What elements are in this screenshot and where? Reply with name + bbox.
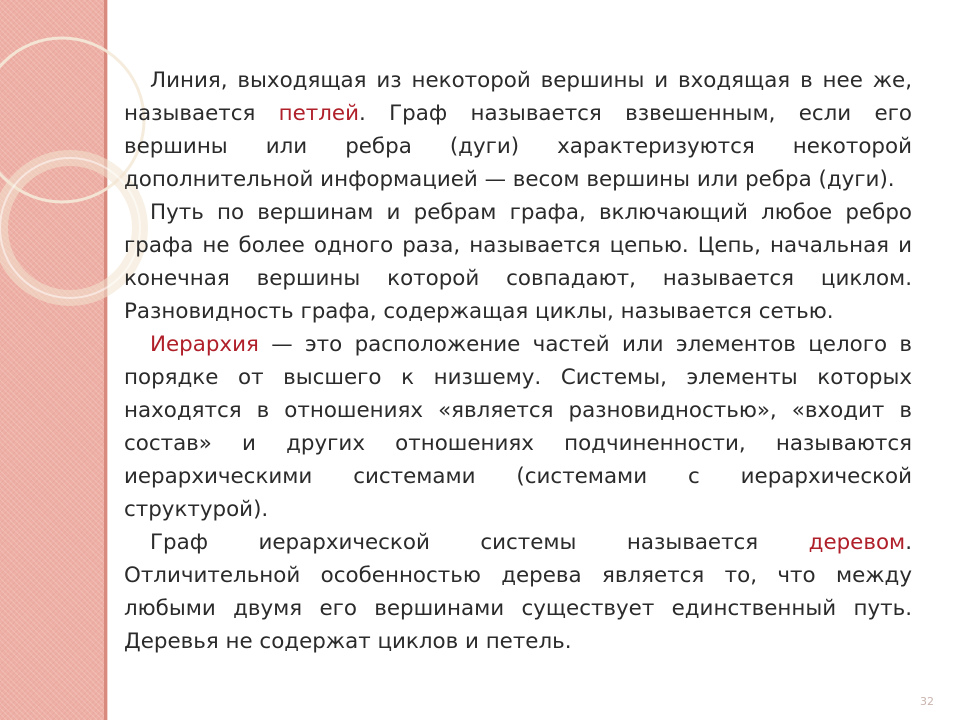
paragraph-tree: Граф иерархической системы называется деревом. Отличительной особенностью дерева является то, что между любыми двумя его вершинами существует единственный путь. Деревья не содержат циклов и петель. [124, 530, 912, 654]
term-tree: деревом [808, 530, 906, 555]
paragraph-hierarchy: Иерархия — это расположение частей или элементов целого в порядке от высшего к низшему. Системы, элементы которых находятся в отношениях «является разновидностью», «входит в состав» и других отношениях подчиненности, называются иерархическими системами (системами с иерархической структурой). [124, 332, 912, 522]
slide-body [124, 64, 912, 658]
term-loop: петлей [278, 101, 359, 126]
page-number: 32 [920, 695, 934, 708]
paragraph-loop: Линия, выходящая из некоторой вершины и входящая в нее же, называется петлей. Граф называется взвешенным, если его вершины или ребра (дуги) характеризуются некоторой дополнительной информацией — весом вершины или ребра (дуги). [124, 68, 912, 192]
term-hierarchy: Иерархия [150, 332, 259, 357]
paragraph-path: Путь по вершинам и ребрам графа, включающий любое ребро графа не более одного раза, называется цепью. Цепь, начальная и конечная вершины которой совпадают, называется циклом. Разновидность графа, содержащая циклы, называется сетью. [124, 200, 912, 324]
thick-ring-highlight [0, 158, 140, 298]
